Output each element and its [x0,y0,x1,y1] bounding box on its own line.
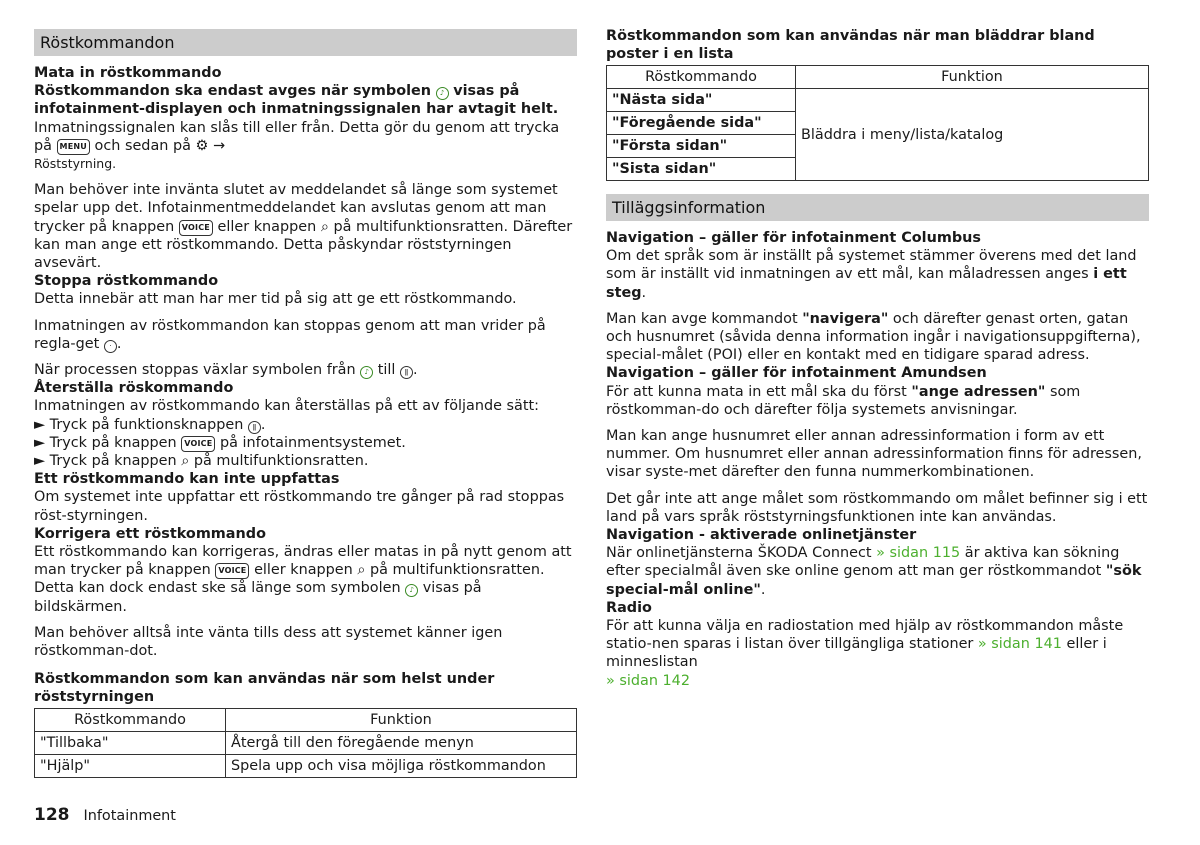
page-link-142[interactable]: » sidan 142 [606,672,690,689]
column-header: Funktion [226,709,577,732]
paragraph-stoppa-3: När processen stoppas växlar symbolen från ♪ till ǁ . [34,362,418,379]
right-column [606,0,1149,690]
paragraph-korrigera-2: Man behöver alltså inte vänta tills dess att systemet känner igen röstkomman-dot. [34,624,503,660]
table-caption: Röstkommandon som kan användas när man bläddrar bland poster i en lista [606,28,1095,62]
table-cell: "Nästa sida" [607,89,796,112]
left-column [34,0,577,778]
table-header-row [607,66,1149,89]
table-header-row [35,709,577,732]
chapter-name: Infotainment [83,808,176,824]
paragraph-wait: Man behöver inte invänta slutet av meddelandet så länge som systemet spelar upp det. Infotainmentmeddelandet kan avslutas genom att man trycker på knappen VOICE eller knappen ⌕ på multifunktionsratten. Därefter kan man ange ett röstkommando. Detta påskyndar röststyrningen avsevärt. [34,182,573,272]
paragraph-radio: För att kunna välja en radiostation med hjälp av röstkommandon måste statio-nen sparas i listan över tillgängliga stationer » sidan 141 eller i minneslistan » sidan 142 [606,618,1124,689]
table-row [35,755,577,778]
column-header: Funktion [796,66,1149,89]
heading-radio: Radio [606,599,652,616]
heading-korrigera: Korrigera ett röstkommando [34,525,266,542]
paragraph-nav-columbus: Om det språk som är inställt på systemet stämmer överens med det land som är inställt vid inmatningen av ett mål, kan måladressen anges i ett steg. [606,248,1137,301]
paragraph-korrigera: Ett röstkommando kan korrigeras, ändras eller matas in på nytt genom att man trycker på knappen VOICE eller knappen ⌕ på multifunktionsratten. Detta kan dock endast ske så länge som symbolen ♪ visas på bildskärmen. [34,544,572,615]
table-commands-anytime [34,708,577,778]
pause-icon: ǁ [400,366,413,379]
paragraph-aterstalla: Inmatningen av röstkommando kan återställas på ett av följande sätt: [34,398,539,415]
paragraph-stoppa: Detta innebär att man har mer tid på sig att ge ett röstkommando. [34,291,517,308]
table-cell: Bläddra i meny/lista/katalog [796,89,1149,181]
rotary-knob-icon: · [104,340,117,353]
heading-stoppa: Stoppa röstkommando [34,273,219,290]
heading-aterstalla: Återställa röskommando [34,380,234,397]
section-heading-rostkommandon: Röstkommandon [34,29,577,56]
paragraph-nav-online: När onlinetjänsterna ŠKODA Connect » sidan 115 är aktiva kan sökning efter specialmål även ske online genom att man ger röstkommandot "sök special-mål online". [606,545,1142,598]
steering-voice-icon: ⌕ [357,562,366,579]
column-header: Röstkommando [35,709,226,732]
paragraph-nav-columbus-2: Man kan avge kommandot "navigera" och därefter genast orten, gatan och husnumret (såvida denna information ingår i navigationsuppgifterna), special-målet (POI) eller en kontakt med en tidigare sparad adress. [606,310,1141,364]
table-cell: Spela upp och visa möjliga röstkommandon [226,755,577,778]
steering-voice-icon: ⌕ [320,218,329,235]
paragraph-stoppa-2: Inmatningen av röstkommandon kan stoppas genom att man vrider på regla-get · . [34,317,546,352]
page-link-115[interactable]: » sidan 115 [876,545,961,562]
pause-icon: ǁ [248,421,261,434]
heading-uppfattas: Ett röstkommando kan inte uppfattas [34,471,340,488]
table-caption: Röstkommandon som kan användas när som helst under röststyrningen [34,671,495,706]
table-cell: "Hjälp" [35,755,226,778]
table-row [607,89,1149,112]
table-cell: "Första sidan" [607,135,796,158]
page-number: 128 [34,805,70,825]
table-row [35,732,577,755]
voice-key-icon: VOICE [181,436,215,452]
settings-icon: ⚙ [195,137,209,154]
list-item: ► Tryck på knappen VOICE på infotainmentsystemet. [34,434,406,451]
column-header: Röstkommando [607,66,796,89]
table-cell: "Tillbaka" [35,732,226,755]
voice-key-icon: VOICE [215,563,249,579]
menu-key-icon: MENU [57,139,90,155]
list-item: ► Tryck på funktionsknappen ǁ . [34,416,266,433]
table-commands-list [606,65,1149,181]
voice-active-icon: ♪ [360,366,373,379]
voice-key-icon: VOICE [179,220,213,236]
heading-nav-online: Navigation - aktiverade onlinetjänster [606,527,917,544]
table-cell: "Sista sidan" [607,158,796,181]
paragraph-mata-in: Röstkommandon ska endast avges när symbolen ♪ visas på infotainment-displayen och inmatningssignalen har avtagit helt. Inmatningssignalen kan slås till eller från. Detta gör du genom att trycka på MENU och sedan på ⚙ → Röststyrning. [34,83,560,172]
page-link-141[interactable]: » sidan 141 [977,636,1062,653]
heading-mata-in: Mata in röstkommando [34,65,222,81]
table-cell: "Föregående sida" [607,112,796,135]
list-item: ► Tryck på knappen ⌕ på multifunktionsratten. [34,453,369,470]
heading-nav-columbus: Navigation – gäller för infotainment Columbus [606,230,981,246]
paragraph-nav-amundsen-3: Det går inte att ange målet som röstkommando om målet befinner sig i ett land på vars språk röststyrningsfunktionen inte kan användas. [606,490,1148,525]
table-cell: Återgå till den föregående menyn [226,732,577,755]
steering-voice-icon: ⌕ [181,453,190,470]
paragraph-nav-amundsen-2: Man kan ange husnumret eller annan adressinformation i form av ett nummer. Om husnumret eller annan adressinformation finns för adressen, visar syste-met därefter den funna nummerkombinationen. [606,428,1142,481]
voice-active-icon: ♪ [405,584,418,597]
voice-active-icon: ♪ [436,87,449,100]
section-heading-tillaggsinformation: Tilläggsinformation [606,194,1149,221]
heading-nav-amundsen: Navigation – gäller för infotainment Amundsen [606,365,987,382]
paragraph-nav-amundsen: För att kunna mata in ett mål ska du först "ange adressen" som röstkomman-do och därefter följa systemets anvisningar. [606,383,1081,418]
page-footer [34,805,176,825]
paragraph-uppfattas: Om systemet inte uppfattar ett röstkommando tre gånger på rad stoppas röst-styrningen. [34,489,565,524]
